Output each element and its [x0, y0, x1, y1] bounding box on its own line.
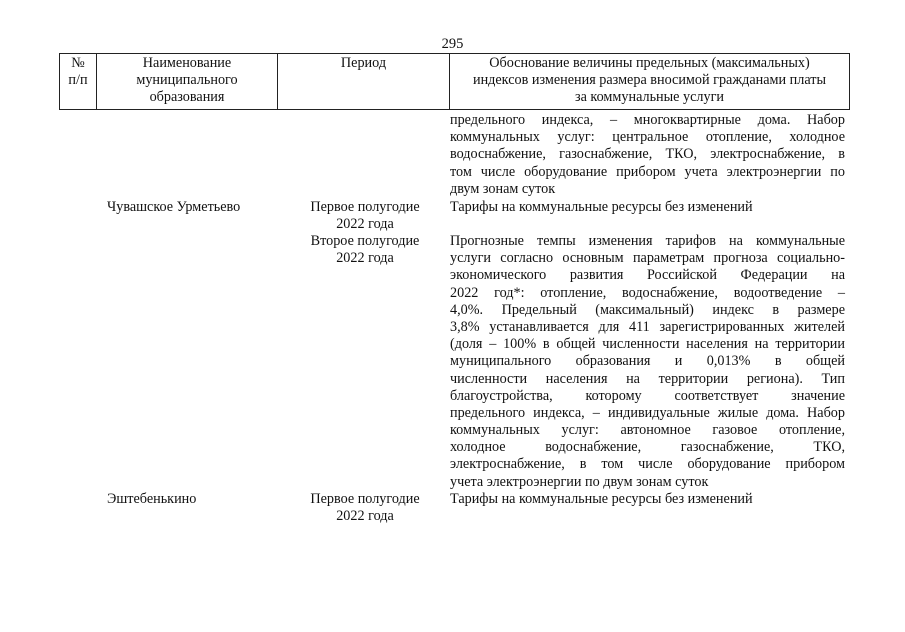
text-line: коммунальных услуг: центральное отопление, холодное	[450, 129, 845, 146]
text-line: Тарифы на коммунальные ресурсы без изменений	[450, 199, 753, 215]
table-header	[59, 53, 850, 110]
text-line: 2022 год*: отопление, водоснабжение, водоотведение –	[450, 284, 845, 301]
basis-cell	[450, 491, 845, 508]
header-text-line: Наименование	[142, 55, 232, 71]
header-municipality-column	[97, 54, 278, 109]
basis-cell	[450, 199, 845, 216]
text-line: Прогнозные темпы изменения тарифов на коммунальные	[450, 233, 845, 249]
text-line: 3,8% устанавливается для 411 зарегистрированных жителей	[450, 318, 845, 335]
period-cell	[300, 199, 430, 233]
period-line: Второе полугодие	[310, 233, 420, 249]
header-period-column	[278, 54, 450, 109]
text-line: экономического развития Российской Федерации на	[450, 267, 845, 284]
text-line: учета электроэнергии по двум зонам суток	[450, 473, 709, 490]
period-line: Первое полугодие	[310, 199, 420, 215]
period-line: Первое полугодие	[310, 491, 420, 507]
period-cell	[300, 491, 430, 525]
text-line: двум зонам суток	[450, 180, 556, 197]
text-line: предельного индекса, – индивидуальные жилые дома. Набор	[450, 404, 845, 421]
text-line: водоснабжение, газоснабжение, ТКО, электроснабжение, в	[450, 146, 845, 163]
period-line: 2022 года	[336, 250, 394, 267]
text-line: муниципального образования и 0,013% в общей	[450, 353, 845, 370]
basis-cell	[450, 233, 845, 491]
text-line: коммунальных услуг: автономное газовое отопление,	[450, 422, 845, 439]
page-number: 295	[441, 36, 464, 52]
text-line: предельного индекса, – многоквартирные дома. Набор	[450, 112, 845, 128]
text-line: том числе оборудование прибором учета электроэнергии по	[450, 163, 845, 180]
text-line: численности населения на территории региона). Тип	[450, 370, 845, 387]
header-number-column	[60, 54, 97, 109]
municipality-name: Эштебенькино	[107, 491, 197, 507]
period-line: 2022 года	[336, 216, 394, 233]
text-line: Тарифы на коммунальные ресурсы без изменений	[450, 491, 753, 507]
header-text-line: индексов изменения размера вносимой гражданами платы	[472, 72, 826, 89]
header-text-line: Период	[340, 55, 387, 71]
header-text-line: образования	[149, 89, 225, 106]
header-text-line: муниципального	[136, 72, 238, 89]
continuation-basis-text	[450, 112, 845, 198]
text-line: холодное водоснабжение, газоснабжение, ТКО,	[450, 439, 845, 456]
period-line: 2022 года	[336, 508, 394, 525]
text-line: электроснабжение, в том числе оборудование прибором	[450, 456, 845, 473]
text-line: 4,0%. Предельный (максимальный) индекс в размере	[450, 301, 845, 318]
header-text-line: Обоснование величины предельных (максимальных)	[489, 55, 810, 71]
municipality-name: Чувашское Урметьево	[107, 199, 241, 215]
header-text-line: за коммунальные услуги	[574, 89, 724, 106]
period-cell	[300, 233, 430, 267]
text-line: услуги согласно основным параметрам прогноза социально-	[450, 250, 845, 267]
text-line: (доля – 100% в общей численности населения на территории	[450, 336, 845, 353]
text-line: благоустройства, которому соответствует значение	[450, 387, 845, 404]
header-basis-column	[450, 54, 849, 109]
header-text-line: №	[71, 55, 85, 71]
header-text-line: п/п	[68, 72, 88, 89]
